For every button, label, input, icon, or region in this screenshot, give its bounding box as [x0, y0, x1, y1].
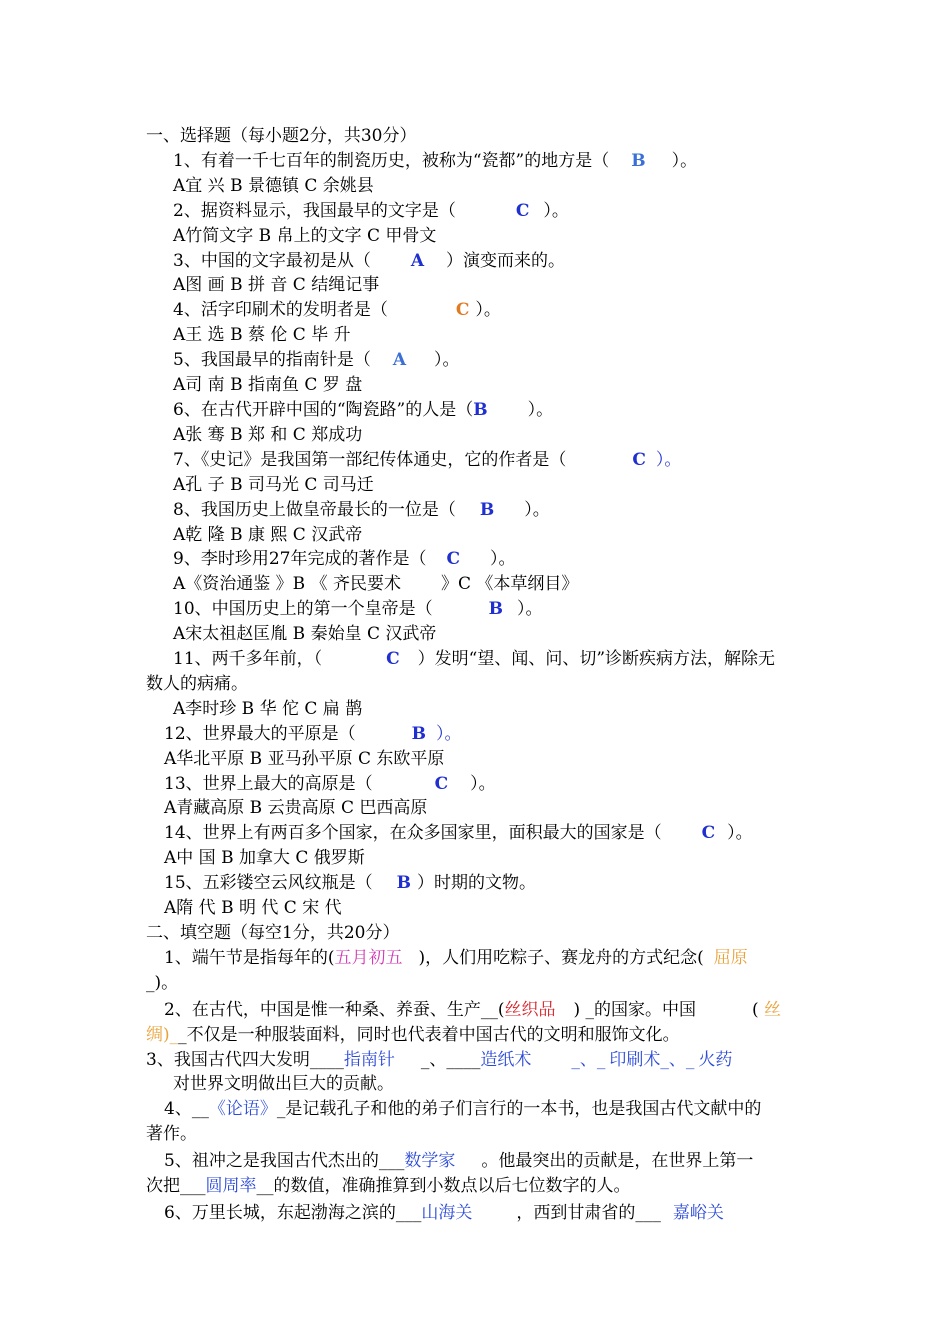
question-text: 12、世界最大的平原是（	[164, 723, 356, 744]
options-2: A竹简文字 B 帛上的文字 C 甲骨文	[173, 225, 437, 246]
question-text: 11、两千多年前，（	[173, 649, 323, 670]
answer: B	[396, 873, 412, 894]
fill-answer: 山海关	[421, 1202, 473, 1223]
fill-answer: 丝	[764, 999, 782, 1020]
answer: C	[434, 773, 449, 794]
fill-answer: 五月初五	[334, 947, 403, 968]
answer: A	[410, 250, 425, 271]
answer: A	[392, 350, 407, 371]
question-text: 7、《史记》是我国第一部纪传体通史，它的作者是（	[173, 449, 567, 470]
fill-6	[146, 1201, 810, 1226]
options-3: A图 画 B 拼 音 C 结绳记事	[173, 275, 380, 296]
question-text: 10、中国历史上的第一个皇帝是（	[173, 599, 433, 620]
options-6: A张 骞 B 郑 和 C 郑成功	[173, 424, 363, 445]
fill-text: 2、在古代，中国是惟一种桑、养蚕、生产__(	[164, 999, 505, 1020]
options-text-end: 》C 《本草纲目》	[440, 574, 579, 595]
fill-answer: 数学家	[404, 1151, 456, 1172]
question-6	[146, 398, 810, 423]
fill-1-cont: _)。	[146, 972, 179, 993]
fill-1	[146, 946, 810, 971]
options-4: A王 选 B 蔡 伦 C 毕 升	[173, 325, 351, 346]
question-text-end: ）。	[655, 449, 682, 470]
question-text: 13、世界上最大的高原是（	[164, 773, 373, 794]
question-text-end: ）时期的文物。	[417, 873, 537, 894]
fill-text: 。他最突出的贡献是，在世界上第一	[481, 1151, 754, 1172]
options-8: A乾 隆 B 康 熙 C 汉武帝	[173, 524, 363, 545]
options-10: A宋太祖赵匡胤 B 秦始皇 C 汉武帝	[173, 624, 437, 645]
fill-text: 次把___	[146, 1176, 206, 1197]
question-text-end: ）。	[527, 399, 554, 420]
fill-answer: 丝织品	[504, 999, 556, 1020]
question-14	[146, 821, 810, 846]
question-text-end: ）发明“望、闻、问、切”诊断疾病方法，解除无	[417, 649, 776, 670]
question-text-end: ）。	[524, 499, 550, 520]
fill-3	[146, 1048, 810, 1073]
question-5	[146, 348, 810, 373]
options-11: A李时珍 B 华 佗 C 扁 鹊	[173, 698, 363, 719]
question-13	[146, 772, 810, 797]
answer: B	[631, 150, 646, 171]
question-text-end: ）。	[517, 599, 543, 620]
fill-text: )，人们用吃粽子、赛龙舟的方式纪念(	[418, 947, 704, 968]
fill-text: __的数值，准确推算到小数点以后七位数字的人。	[256, 1176, 631, 1197]
fill-text: (	[752, 999, 765, 1020]
options-1: A宜 兴 B 景德镇 C 余姚县	[173, 175, 374, 196]
section2-heading: 二、填空题（每空1分，共20分）	[146, 923, 400, 943]
fill-answer: 印刷术	[609, 1049, 661, 1070]
fill-2-cont	[146, 1023, 810, 1048]
question-text-end: ）。	[543, 200, 569, 221]
fill-answer: 嘉峪关	[672, 1202, 724, 1223]
fill-4	[146, 1097, 810, 1122]
question-text: 5、我国最早的指南针是（	[173, 350, 371, 371]
question-11-cont: 数人的病痛。	[146, 673, 248, 694]
answer: B	[488, 599, 504, 620]
question-2	[146, 199, 810, 224]
question-text-end: ）。	[434, 350, 460, 371]
fill-answer: 火药	[698, 1049, 733, 1070]
question-text: 8、我国历史上做皇帝最长的一位是（	[173, 499, 456, 520]
options-7: A孔 子 B 司马光 C 司马迁	[173, 474, 374, 495]
fill-answer: 指南针	[343, 1049, 395, 1070]
fill-text: _、_	[660, 1049, 695, 1070]
fill-3-cont: 对世界文明做出巨大的贡献。	[173, 1074, 394, 1095]
fill-text: _、____	[420, 1049, 481, 1070]
answer: C	[455, 300, 470, 321]
answer: C	[515, 200, 530, 221]
fill-text: 6、万里长城，东起渤海之滨的___	[164, 1202, 422, 1223]
options-15: A隋 代 B 明 代 C 宋 代	[164, 898, 342, 919]
fill-text: ) _的国家。中国	[573, 999, 696, 1020]
question-4	[146, 298, 810, 323]
question-text: 6、在古代开辟中国的“陶瓷路”的人是（	[173, 399, 474, 420]
question-text: 15、五彩镂空云风纹瓶是（	[164, 873, 373, 894]
answer: B	[411, 723, 427, 744]
fill-text: _、_	[571, 1049, 606, 1070]
question-3	[146, 249, 810, 274]
question-text-end: ）。	[489, 549, 516, 570]
options-14: A中 国 B 加拿大 C 俄罗斯	[164, 848, 365, 869]
options-9	[146, 572, 810, 597]
question-text-end: ）。	[475, 300, 501, 321]
fill-answer: 绸)_	[146, 1024, 179, 1045]
fill-answer: 屈原	[713, 947, 748, 968]
fill-answer: 《论语》	[208, 1099, 277, 1120]
question-11	[146, 647, 810, 672]
section1-heading: 一、选择题（每小题2分，共30分）	[146, 126, 417, 146]
fill-5-cont	[146, 1174, 810, 1199]
options-12: A华北平原 B 亚马孙平原 C 东欧平原	[164, 748, 445, 769]
fill-answer: 造纸术	[480, 1049, 532, 1070]
fill-text: 1、端午节是指每年的(	[164, 947, 335, 968]
question-text: 3、中国的文字最初是从（	[173, 250, 371, 271]
question-1	[146, 149, 810, 174]
question-text-end: ）演变而来的。	[446, 250, 566, 271]
fill-answer: 圆周率	[205, 1176, 257, 1197]
question-text-end: ）。	[671, 150, 698, 171]
question-text: 2、据资料显示，我国最早的文字是（	[173, 200, 456, 221]
answer: B	[473, 399, 488, 420]
question-8	[146, 498, 810, 523]
question-10	[146, 597, 810, 622]
fill-text: 5、祖冲之是我国古代杰出的___	[164, 1151, 405, 1172]
fill-text: 3、我国古代四大发明____	[146, 1049, 344, 1070]
fill-text: _是记载孔子和他的弟子们言行的一本书，也是我国古代文献中的	[276, 1099, 762, 1120]
question-7	[146, 448, 810, 473]
question-12	[146, 722, 810, 747]
fill-2	[146, 998, 810, 1023]
question-text-end: ）。	[727, 823, 753, 844]
fill-text: _不仅是一种服装面料，同时也代表着中国古代的文明和服饰文化。	[178, 1024, 680, 1045]
answer: C	[386, 649, 400, 670]
answer: C	[701, 823, 716, 844]
fill-text: 4、__	[164, 1099, 209, 1120]
question-text: 9、李时珍用27年完成的著作是（	[173, 549, 427, 570]
question-15	[146, 871, 810, 896]
options-text: A《资治通鉴 》B 《 齐民要术	[173, 574, 401, 595]
question-9	[146, 547, 810, 572]
answer: C	[632, 449, 646, 470]
question-text: 4、活字印刷术的发明者是（	[173, 300, 388, 321]
options-5: A司 南 B 指南鱼 C 罗 盘	[173, 375, 363, 396]
question-text: 1、有着一千七百年的制瓷历史，被称为“瓷都”的地方是（	[173, 150, 610, 171]
question-text-end: ）。	[436, 723, 462, 744]
answer: C	[446, 549, 460, 570]
document-content	[146, 124, 810, 1226]
question-text: 14、世界上有两百多个国家，在众多国家里，面积最大的国家是（	[164, 823, 662, 844]
answer: B	[479, 499, 495, 520]
fill-text: ，西到甘肃省的___	[516, 1202, 661, 1223]
fill-5	[146, 1149, 810, 1174]
question-text-end: ）。	[470, 773, 496, 794]
options-13: A青藏高原 B 云贵高原 C 巴西高原	[164, 798, 428, 819]
fill-4-cont: 著作。	[146, 1124, 197, 1145]
